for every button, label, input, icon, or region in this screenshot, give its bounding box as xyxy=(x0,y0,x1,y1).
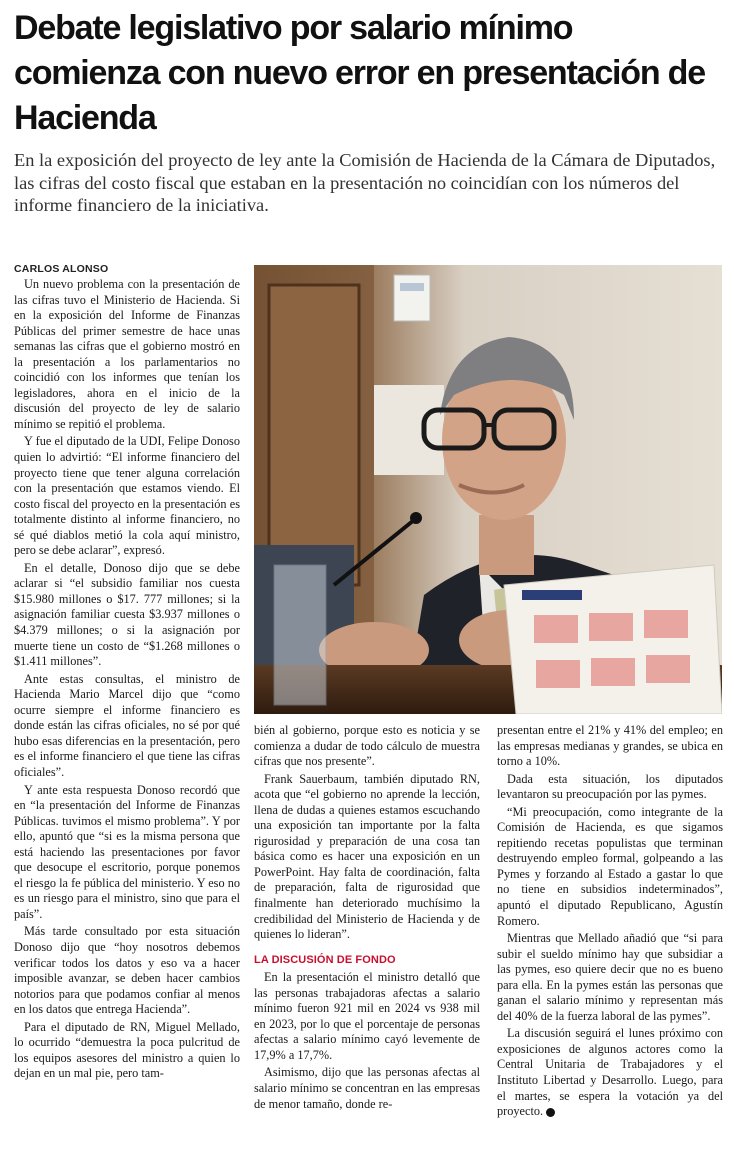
paragraph: En el detalle, Donoso dijo que se debe aclarar si “el subsidio familiar nos cuesta $15.980 millones o $17. 777 millones; si la asignación familiar cuesta $3.937 millones o $4.379 millones; o si la asignación por muerte tiene un costo de “$1.268 millones o $1.411 millones”. xyxy=(14,560,240,669)
final-paragraph-text: La discusión seguirá el lunes próximo con exposiciones de algunos actores como la Central Unitaria de Trabajadores y el Instituto Libertad y Desarrollo. Luego, para el martes, se espera la votación ya del proyecto. xyxy=(497,1026,723,1119)
paragraph: “Mi preocupación, como integrante de la Comisión de Hacienda, es que sigamos repitiendo recetas populistas que terminan destruyendo empleo formal, golpeando a las Pymes y forzando al Estado a gastar lo que no tiene en subsidios indeterminados”, apuntó el diputado Republicano, Agustín Romero. xyxy=(497,804,723,928)
paragraph: presentan entre el 21% y 41% del empleo; en las empresas medianas y grandes, se ubica en torno a 10%. xyxy=(497,723,723,769)
paragraph: bién al gobierno, porque esto es noticia y se comienza a dudar de todo cálculo de muestra cifras que nos presente”. xyxy=(254,723,480,769)
byline: CARLOS ALONSO xyxy=(14,263,109,275)
paragraph: Ante estas consultas, el ministro de Hacienda Mario Marcel dijo que “como ocurre siempre el informe financiero es donde están las cifras oficiales, no sé por qué hubo esas diferencias en la presentación, pero es el informe financiero el que tiene las cifras oficiales”. xyxy=(14,671,240,779)
paragraph: Más tarde consultado por esta situación Donoso dijo que “hoy nosotros debemos verificar todos los datos y eso va a hacer imposible avanzar, se deben hacer cambios notorios para que podamos confiar al menos en los datos que entrega Hacienda”. xyxy=(14,924,240,1017)
column-3 xyxy=(497,723,723,1122)
paragraph: Y fue el diputado de la UDI, Felipe Donoso quien lo advirtió: “El informe financiero del proyecto tiene que tener alguna correlación con la presentación que estamos viendo. El costo fiscal del proyecto en la presentación es totalmente distinto al informe financiero, no sé qué diablos metió la cola aquí ministro, pero se debe aclarar”, expresó. xyxy=(14,434,240,558)
paragraph: Para el diputado de RN, Miguel Mellado, lo ocurrido “demuestra la poca pulcritud de los equipos asesores del ministro a quien lo dejan en un mal pie, pero tam- xyxy=(14,1019,240,1081)
paragraph: Mientras que Mellado añadió que “si para subir el sueldo mínimo hay que subsidiar a las pymes, eso quiere decir que no es bueno para ella. En la pymes están las personas que ganan el salario mínimo y representan más del 40% de la fuerza laboral de las pymes”. xyxy=(497,931,723,1023)
column-2 xyxy=(254,723,480,1114)
paragraph: Asimismo, dijo que las personas afectas al salario mínimo se concentran en las empresas de menor tamaño, donde re- xyxy=(254,1065,480,1111)
end-mark-icon: P xyxy=(546,1108,555,1117)
paragraph: En la presentación el ministro detalló que las personas trabajadoras afectas a salario mínimo fueron 921 mil en 2024 vs 938 mil en 2023, por lo que el porcentaje de personas afectas a salario mínimo cayó levemente de 17,9% a 17,7%. xyxy=(254,970,480,1062)
column-1 xyxy=(14,277,240,1084)
paragraph: Dada esta situación, los diputados levantaron su preocupación por las pymes. xyxy=(497,771,723,802)
paragraph: Y ante esta respuesta Donoso recordó que en “la presentación del Informe de Finanzas Públicas. tuvimos el mismo problema”. Y por ello, apuntó que “si es la misma persona que está haciendo las presentaciones por favor que desocupe el escritorio, porque ponemos el riesgo la fe pública del ministerio. Y eso no es un riesgo para el ministro, sino que para el país”. xyxy=(14,782,240,921)
standfirst: En la exposición del proyecto de ley ante la Comisión de Hacienda de la Cámara de Diputados, las cifras del costo fiscal que estaban en la presentación no coincidían con los números del informe financiero de la iniciativa. xyxy=(14,150,716,215)
paragraph: Frank Sauerbaum, también diputado RN, acota que “el gobierno no aprende la lección, llena de dudas a quienes estamos escuchando una exposición tan importante por la falta rigurosidad y preparación de una cosa tan básica como es hacer una exposición en un PowerPoint. Hay falta de coordinación, falta de preparación, falta de rigurosidad que finalmente han deteriorado muchísimo la credibilidad del Ministerio de Hacienda y de quienes lo lideran”. xyxy=(254,771,480,942)
section-subhead: LA DISCUSIÓN DE FONDO xyxy=(254,953,396,966)
paragraph: Un nuevo problema con la presentación de las cifras tuvo el Ministerio de Hacienda. Si en la exposición del Informe de Finanzas Públicas del primer semestre de hace unas semanas las cifras que el gobierno mostró en la presentación a los parlamentarios no coincidió con los informes que tenían los legisladores, ahora en el inicio de la discusión del proyecto de ley de salario mínimo se repitió el problema. xyxy=(14,277,240,431)
headline: Debate legislativo por salario mínimo comienza con nuevo error en presentación de Hacienda xyxy=(14,9,705,137)
paragraph xyxy=(497,1026,723,1119)
minister-photo xyxy=(254,265,722,714)
